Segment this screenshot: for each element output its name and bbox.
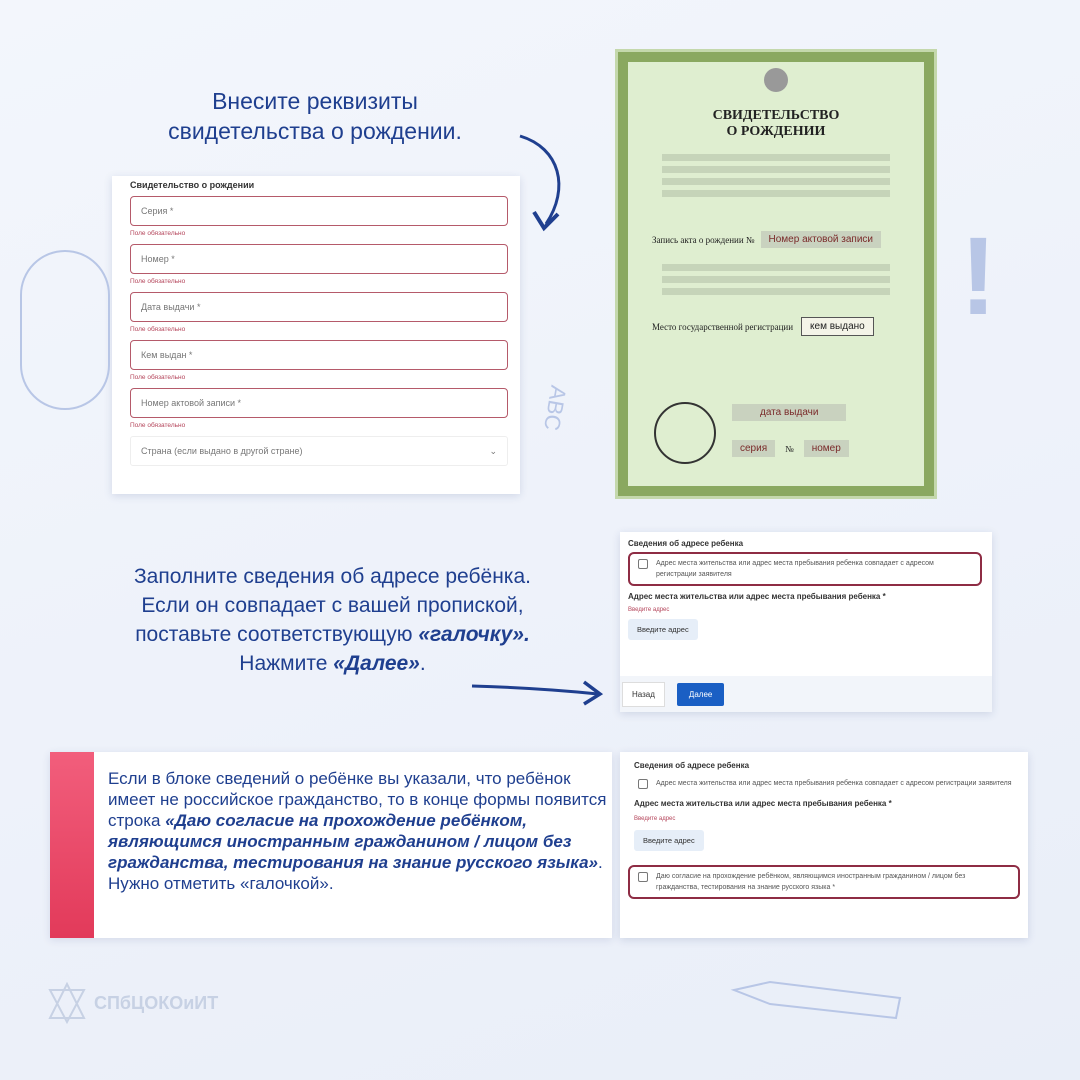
step2-line: Если он совпадает с вашей пропиской, xyxy=(141,594,524,617)
error-text: Введите адрес xyxy=(628,607,670,613)
section-title: Сведения об адресе ребенка xyxy=(634,761,750,770)
step3-block xyxy=(50,752,612,938)
checkbox-icon[interactable] xyxy=(638,559,648,569)
place-label: Место государственной регистрации xyxy=(652,321,794,332)
error-text: Поле обязательно xyxy=(130,422,186,429)
step3-text: . Нужно отметить «галочкой». xyxy=(108,853,603,893)
abc-doodle: ABC xyxy=(538,383,572,433)
step3-emphasis: «Даю согласие на прохождение ребёнком, являющимся иностранным гражданином / лицом без гражданства, тестирования на знание русского языка» xyxy=(108,811,599,872)
pencil-doodle-icon xyxy=(730,978,910,1022)
child-address-consent-form xyxy=(620,752,1028,938)
enter-address-button[interactable]: Введите адрес xyxy=(628,619,698,640)
series-input[interactable]: Серия * xyxy=(130,196,508,226)
address-label: Адрес места жительства или адрес места пребывания ребенка * xyxy=(628,592,886,601)
checkbox-icon[interactable] xyxy=(638,779,648,789)
exclamation-doodle-icon: ! xyxy=(960,215,997,338)
record-number-input[interactable]: Номер актовой записи * xyxy=(130,388,508,418)
error-text: Поле обязательно xyxy=(130,374,186,381)
coat-of-arms-icon xyxy=(764,68,788,92)
logo-icon xyxy=(48,982,86,1024)
step2-text xyxy=(40,562,625,678)
same-address-checkbox[interactable] xyxy=(638,558,972,580)
logo-text: СПбЦОКОиИТ xyxy=(94,992,219,1013)
cert-title: О РОЖДЕНИИ xyxy=(726,124,826,139)
seal-icon xyxy=(654,402,716,464)
step2-emphasis: «Далее» xyxy=(333,652,420,675)
step2-line: Заполните сведения об адресе ребёнка. xyxy=(134,565,531,588)
error-text: Поле обязательно xyxy=(130,278,186,285)
arrow-icon xyxy=(510,128,580,238)
birth-certificate-image xyxy=(618,52,934,496)
checkbox-icon[interactable] xyxy=(638,872,648,882)
same-address-checkbox[interactable] xyxy=(634,778,1020,789)
section-title: Сведения об адресе ребенка xyxy=(628,539,744,548)
country-select-label: Страна (если выдано в другой стране) xyxy=(141,446,303,456)
country-select[interactable] xyxy=(130,436,508,466)
number-sign: № xyxy=(785,443,794,454)
error-text: Поле обязательно xyxy=(130,230,186,237)
step1-line: свидетельства о рождении. xyxy=(168,118,462,144)
issued-tag: кем выдано xyxy=(801,317,874,336)
accent-bar xyxy=(50,752,94,938)
language-test-consent-checkbox[interactable] xyxy=(638,871,1010,893)
step2-line: Нажмите xyxy=(239,652,334,675)
step3-text: Если в блоке сведений о ребёнке вы указали, что ребёнок имеет не российское гражданство, то в конце формы появится строка xyxy=(108,769,607,830)
step1-line: Внесите реквизиты xyxy=(212,88,418,114)
error-text: Введите адрес xyxy=(634,816,676,822)
checkbox-label: Адрес места жительства или адрес места пребывания ребенка совпадает с адресом регистрации заявителя xyxy=(656,560,934,578)
series-tag: серия xyxy=(732,440,775,457)
step2-emphasis: «галочку». xyxy=(418,623,530,646)
address-label: Адрес места жительства или адрес места пребывания ребенка * xyxy=(634,799,892,808)
punct: . xyxy=(419,652,426,675)
next-button[interactable]: Далее xyxy=(677,683,724,706)
enter-address-button[interactable]: Введите адрес xyxy=(634,830,704,851)
birth-certificate-form xyxy=(112,176,520,494)
step1-text xyxy=(120,86,510,146)
number-input[interactable]: Номер * xyxy=(130,244,508,274)
error-text: Поле обязательно xyxy=(130,326,186,333)
issued-by-input[interactable]: Кем выдан * xyxy=(130,340,508,370)
step2-line: поставьте соответствующую xyxy=(135,623,419,646)
record-label: Запись акта о рождении № xyxy=(652,234,755,245)
checkbox-label: Даю согласие на прохождение ребёнком, являющимся иностранным гражданином / лицом без гражданства, тестирования на знание русского языка * xyxy=(656,873,966,891)
child-address-form xyxy=(620,532,992,712)
back-button[interactable]: Назад xyxy=(622,682,665,707)
checkbox-label: Адрес места жительства или адрес места пребывания ребенка совпадает с адресом регистрации заявителя xyxy=(656,780,1012,787)
record-tag: Номер актовой записи xyxy=(761,231,882,248)
form-title: Свидетельство о рождении xyxy=(130,180,255,190)
issue-date-input[interactable]: Дата выдачи * xyxy=(130,292,508,322)
palette-doodle-icon xyxy=(20,250,110,410)
chevron-down-icon: ⌄ xyxy=(489,445,497,456)
arrow-icon xyxy=(470,672,610,712)
logo xyxy=(48,982,218,1024)
number-tag: номер xyxy=(804,440,849,457)
cert-title: СВИДЕТЕЛЬСТВО xyxy=(712,108,840,123)
date-tag: дата выдачи xyxy=(732,404,846,421)
